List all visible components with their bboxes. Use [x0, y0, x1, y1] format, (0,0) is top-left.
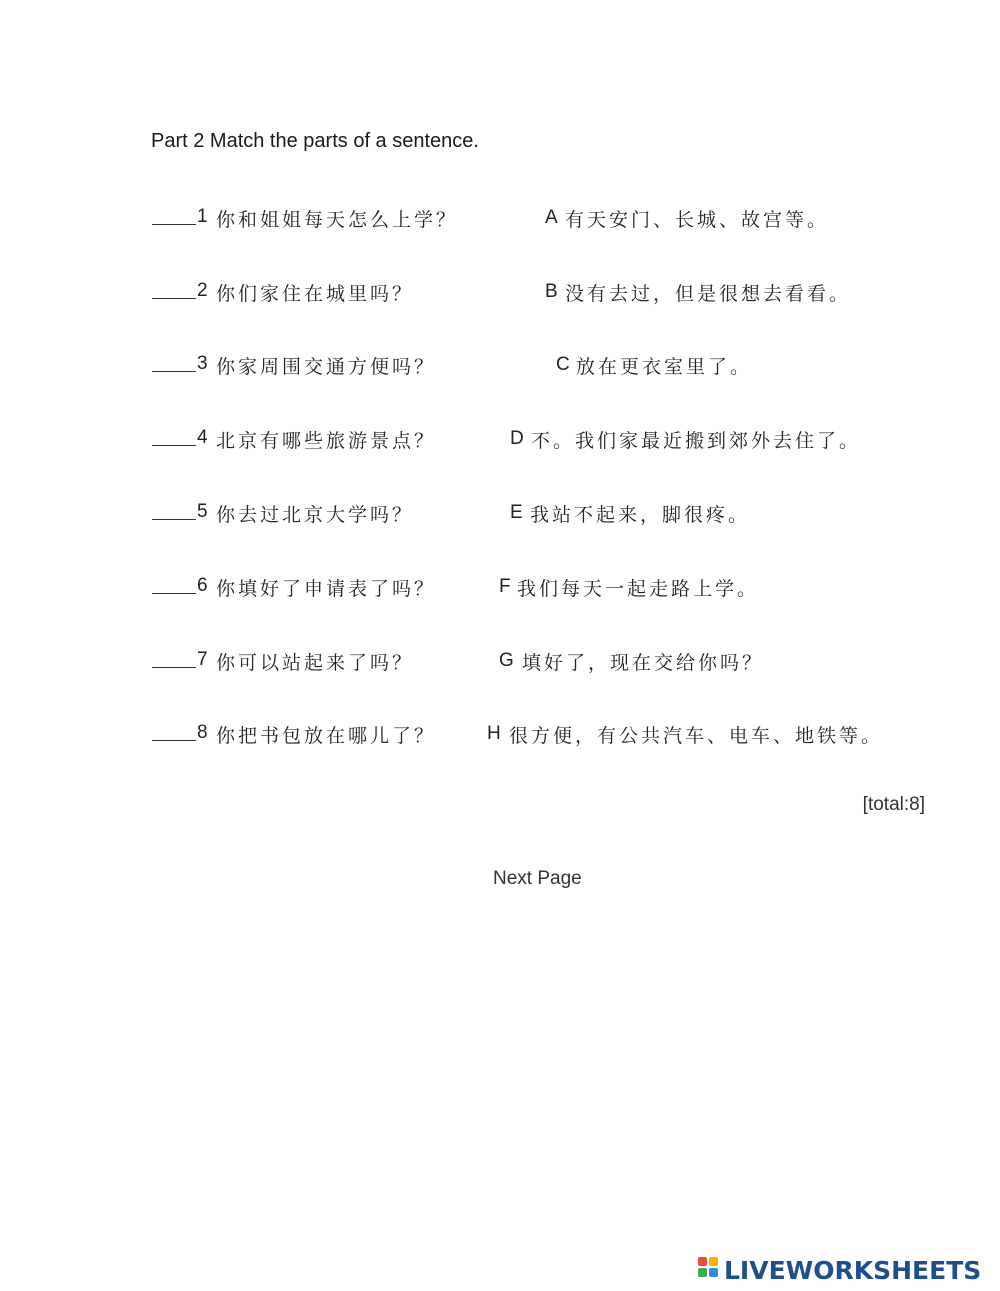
question-text: 你把书包放在哪儿了？ — [216, 725, 437, 747]
question-text: 北京有哪些旅游景点？ — [216, 430, 437, 452]
answer-text: 放在更衣室里了。 — [576, 356, 753, 378]
question-text: 你们家住在城里吗？ — [216, 283, 415, 305]
answer-letter: A — [545, 207, 558, 228]
answer-blank[interactable] — [152, 298, 196, 299]
question-text: 你去过北京大学吗？ — [216, 504, 415, 526]
answer-letter: G — [499, 650, 514, 671]
answer-text: 很方便，有公共汽车、电车、地铁等。 — [509, 725, 884, 747]
answer-blank[interactable] — [152, 667, 196, 668]
match-row — [0, 718, 1000, 748]
question-number: 6 — [197, 575, 208, 596]
brand-name: LIVEWORKSHEETS — [724, 1255, 982, 1285]
answer-text: 有天安门、长城、故宫等。 — [565, 209, 830, 231]
answer-blank[interactable] — [152, 519, 196, 520]
answer-blank[interactable] — [152, 224, 196, 225]
match-row — [0, 571, 1000, 601]
answer-text: 我站不起来，脚很疼。 — [530, 504, 751, 526]
question-number: 7 — [197, 649, 208, 670]
question-text: 你家周围交通方便吗？ — [216, 356, 437, 378]
match-row — [0, 202, 1000, 232]
logo-blocks-icon — [698, 1255, 720, 1285]
page-title: Part 2 Match the parts of a sentence. — [151, 130, 479, 152]
answer-text: 我们每天一起走路上学。 — [517, 578, 760, 600]
question-number: 1 — [197, 206, 208, 227]
logo-block — [709, 1257, 718, 1266]
total-score: [total:8] — [862, 794, 925, 815]
liveworksheets-logo — [698, 1252, 981, 1288]
match-row — [0, 645, 1000, 675]
question-number: 3 — [197, 353, 208, 374]
match-row — [0, 349, 1000, 379]
logo-block — [698, 1268, 707, 1277]
question-number: 2 — [197, 280, 208, 301]
answer-letter: E — [510, 502, 523, 523]
answer-text: 填好了，现在交给你吗？ — [522, 652, 765, 674]
question-text: 你填好了申请表了吗？ — [216, 578, 437, 600]
match-row — [0, 276, 1000, 306]
question-number: 5 — [197, 501, 208, 522]
match-row — [0, 423, 1000, 453]
question-number: 8 — [197, 722, 208, 743]
logo-block — [698, 1257, 707, 1266]
answer-letter: C — [556, 354, 570, 375]
question-text: 你和姐姐每天怎么上学？ — [216, 209, 459, 231]
answer-blank[interactable] — [152, 593, 196, 594]
answer-letter: D — [510, 428, 524, 449]
question-text: 你可以站起来了吗？ — [216, 652, 415, 674]
answer-blank[interactable] — [152, 445, 196, 446]
match-row — [0, 497, 1000, 527]
answer-letter: F — [499, 576, 511, 597]
answer-blank[interactable] — [152, 740, 196, 741]
answer-blank[interactable] — [152, 371, 196, 372]
question-number: 4 — [197, 427, 208, 448]
next-page-link[interactable]: Next Page — [493, 868, 582, 889]
answer-text: 没有去过，但是很想去看看。 — [565, 283, 852, 305]
answer-letter: B — [545, 281, 558, 302]
logo-block — [709, 1268, 718, 1277]
answer-letter: H — [487, 723, 501, 744]
answer-text: 不。我们家最近搬到郊外去住了。 — [531, 430, 862, 452]
